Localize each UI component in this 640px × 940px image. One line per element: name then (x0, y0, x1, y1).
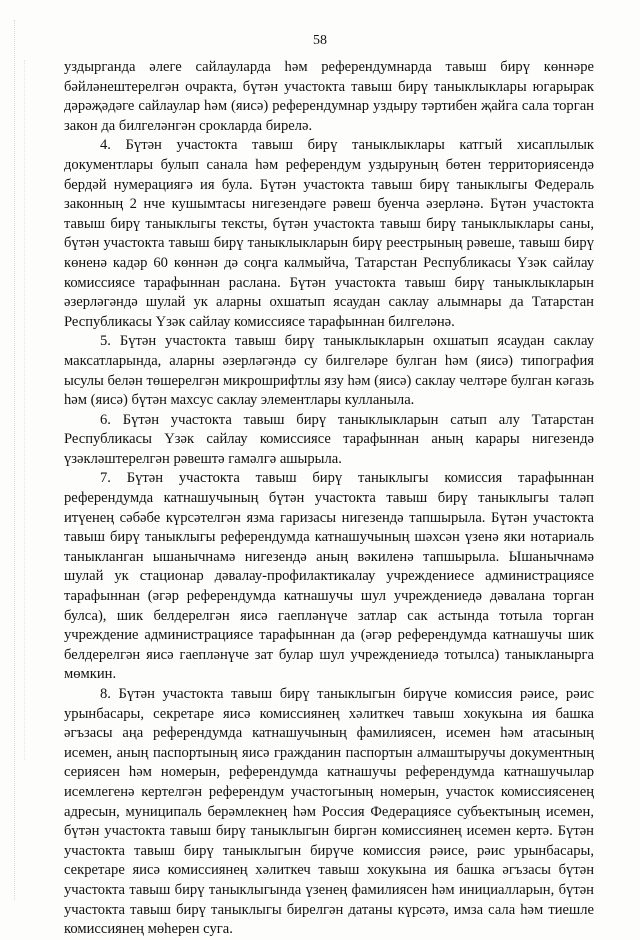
page-number: 58 (313, 33, 327, 48)
paragraph-continuation: уздырганда әлеге сайлауларда һәм референдумнарда тавыш бирү көннәре бәйләнештерелгән очракта, бүтән участокта тавыш бирү таныклыклары югарырак дәрәҗәдәге сайлаулар һәм (яисә) референдумнар уздыру тәртибен җайга сала торган закон да билгеләнгән срокларда бирелә. (64, 59, 594, 134)
paragraph-7: 7. Бүтән участокта тавыш бирү таныклыгы комиссия тарафыннан референдумда катнашучының бүтән участокта тавыш бирү таныклыгы таләп итүенең сәбәбе күрсәтелгән язма гаризасы нигезендә тапшырыла. Бүтән участокта тавыш бирү таныклыгы референдумда катнашучының шәхсән үзенә яки нотариаль таныкланган ышанычнамә нигезендә аның вәкиленә тапшырыла. Ышанычнамә шулай ук стационар дәвалау-профилактикалау учреждениесе администрациясе тарафыннан (әгәр референдумда катнашучы шул учреждениедә дәвалана торган булса), шик белдерелгән яисә гаепләнүче затлар сак астында тотыла торган учреждение администрациясе тарафыннан да (әгәр референдумда катнашучы шик белдерелгән яисә гаепләнүче зат булар шул учреждениедә тотылса) таныкланырга мөмкин. (64, 470, 594, 683)
paragraph-5: 5. Бүтән участокта тавыш бирү таныклыкларын охшатып ясаудан саклау максатларында, аларны әзерләгәндә су билгеләре булган һәм (яисә) типография ысулы белән төшерелгән микрошрифтлы язу һәм (яисә) саклау челтәре булган кәгазь һәм (яисә) бүтән махсус саклау элементлары кулланыла. (64, 333, 594, 409)
paragraph-4: 4. Бүтән участокта тавыш бирү таныклыклары катгый хисаплылык документлары булып санала һәм референдум уздыруның бөтен территориясендә бердәй нумерациягә ия була. Бүтән участокта тавыш бирү таныклыгы Федераль законның 2 нче кушымтасы нигезендәге рәвеш буенча әзерләнә. Бүтән участокта тавыш бирү таныклыгы тексты, бүтән участокта тавыш бирү таныклыклары саны, бүтән участокта тавыш бирү таныклыкларын бирү реестрының рәвеше, тавыш бирү көненә кадәр 60 көннән дә соңга калмыйча, Татарстан Республикасы Үзәк сайлау комиссиясе тарафыннан раслана. Бүтән участокта тавыш бирү таныклыкларын әзерләгәндә шулай ук аларны охшатып ясаудан саклау алымнары да Татарстан Республикасы Үзәк сайлау комиссиясе тарафыннан билгеләнә. (64, 137, 594, 330)
paragraph-8: 8. Бүтән участокта тавыш бирү таныклыгын бирүче комиссия рәисе, рәис урынбасары, секретаре яисә комиссиянең хәлиткеч тавыш хокукына ия башка әгъзасы аңа референдумда катнашучының фамилиясен, исемен һәм атасының исемен, аның паспортының яисә гражданин паспортын алмаштыручы документның сериясен һәм номерын, референдумда катнашучы референдумда катнашучылар исемлегенә кертелгән референдум участогының номерын, участок комиссиясенең адресын, муниципаль берәмлекнең һәм Россия Федерациясе субъектының исемен, бүтән участокта тавыш бирү таныклыгын биргән комиссиянең исемен кертә. Бүтән участокта тавыш бирү таныклыгын бирүче комиссия рәисе, рәис урынбасары, секретаре яисә комиссиянең хәлиткеч тавыш хокукына ия башка әгъзасы бүтән участокта тавыш бирү таныклыгында үзенең фамилиясен һәм инициалларын, бүтән участокта тавыш бирү таныклыгы бирелгән датаны күрсәтә, имза сала һәм тиешле комиссиянең мөһерен суга. (64, 686, 594, 938)
paragraph-6: 6. Бүтән участокта тавыш бирү таныклыкларын сатып алу Татарстан Республикасы Үзәк сайлау комиссиясе тарафыннан аның карары нигезендә үзәкләштерелгән рәвештә гамәлгә ашырыла. (64, 411, 594, 467)
document-text (64, 58, 594, 940)
scan-edge-mark (24, 60, 26, 760)
scan-edge-mark (14, 20, 16, 900)
